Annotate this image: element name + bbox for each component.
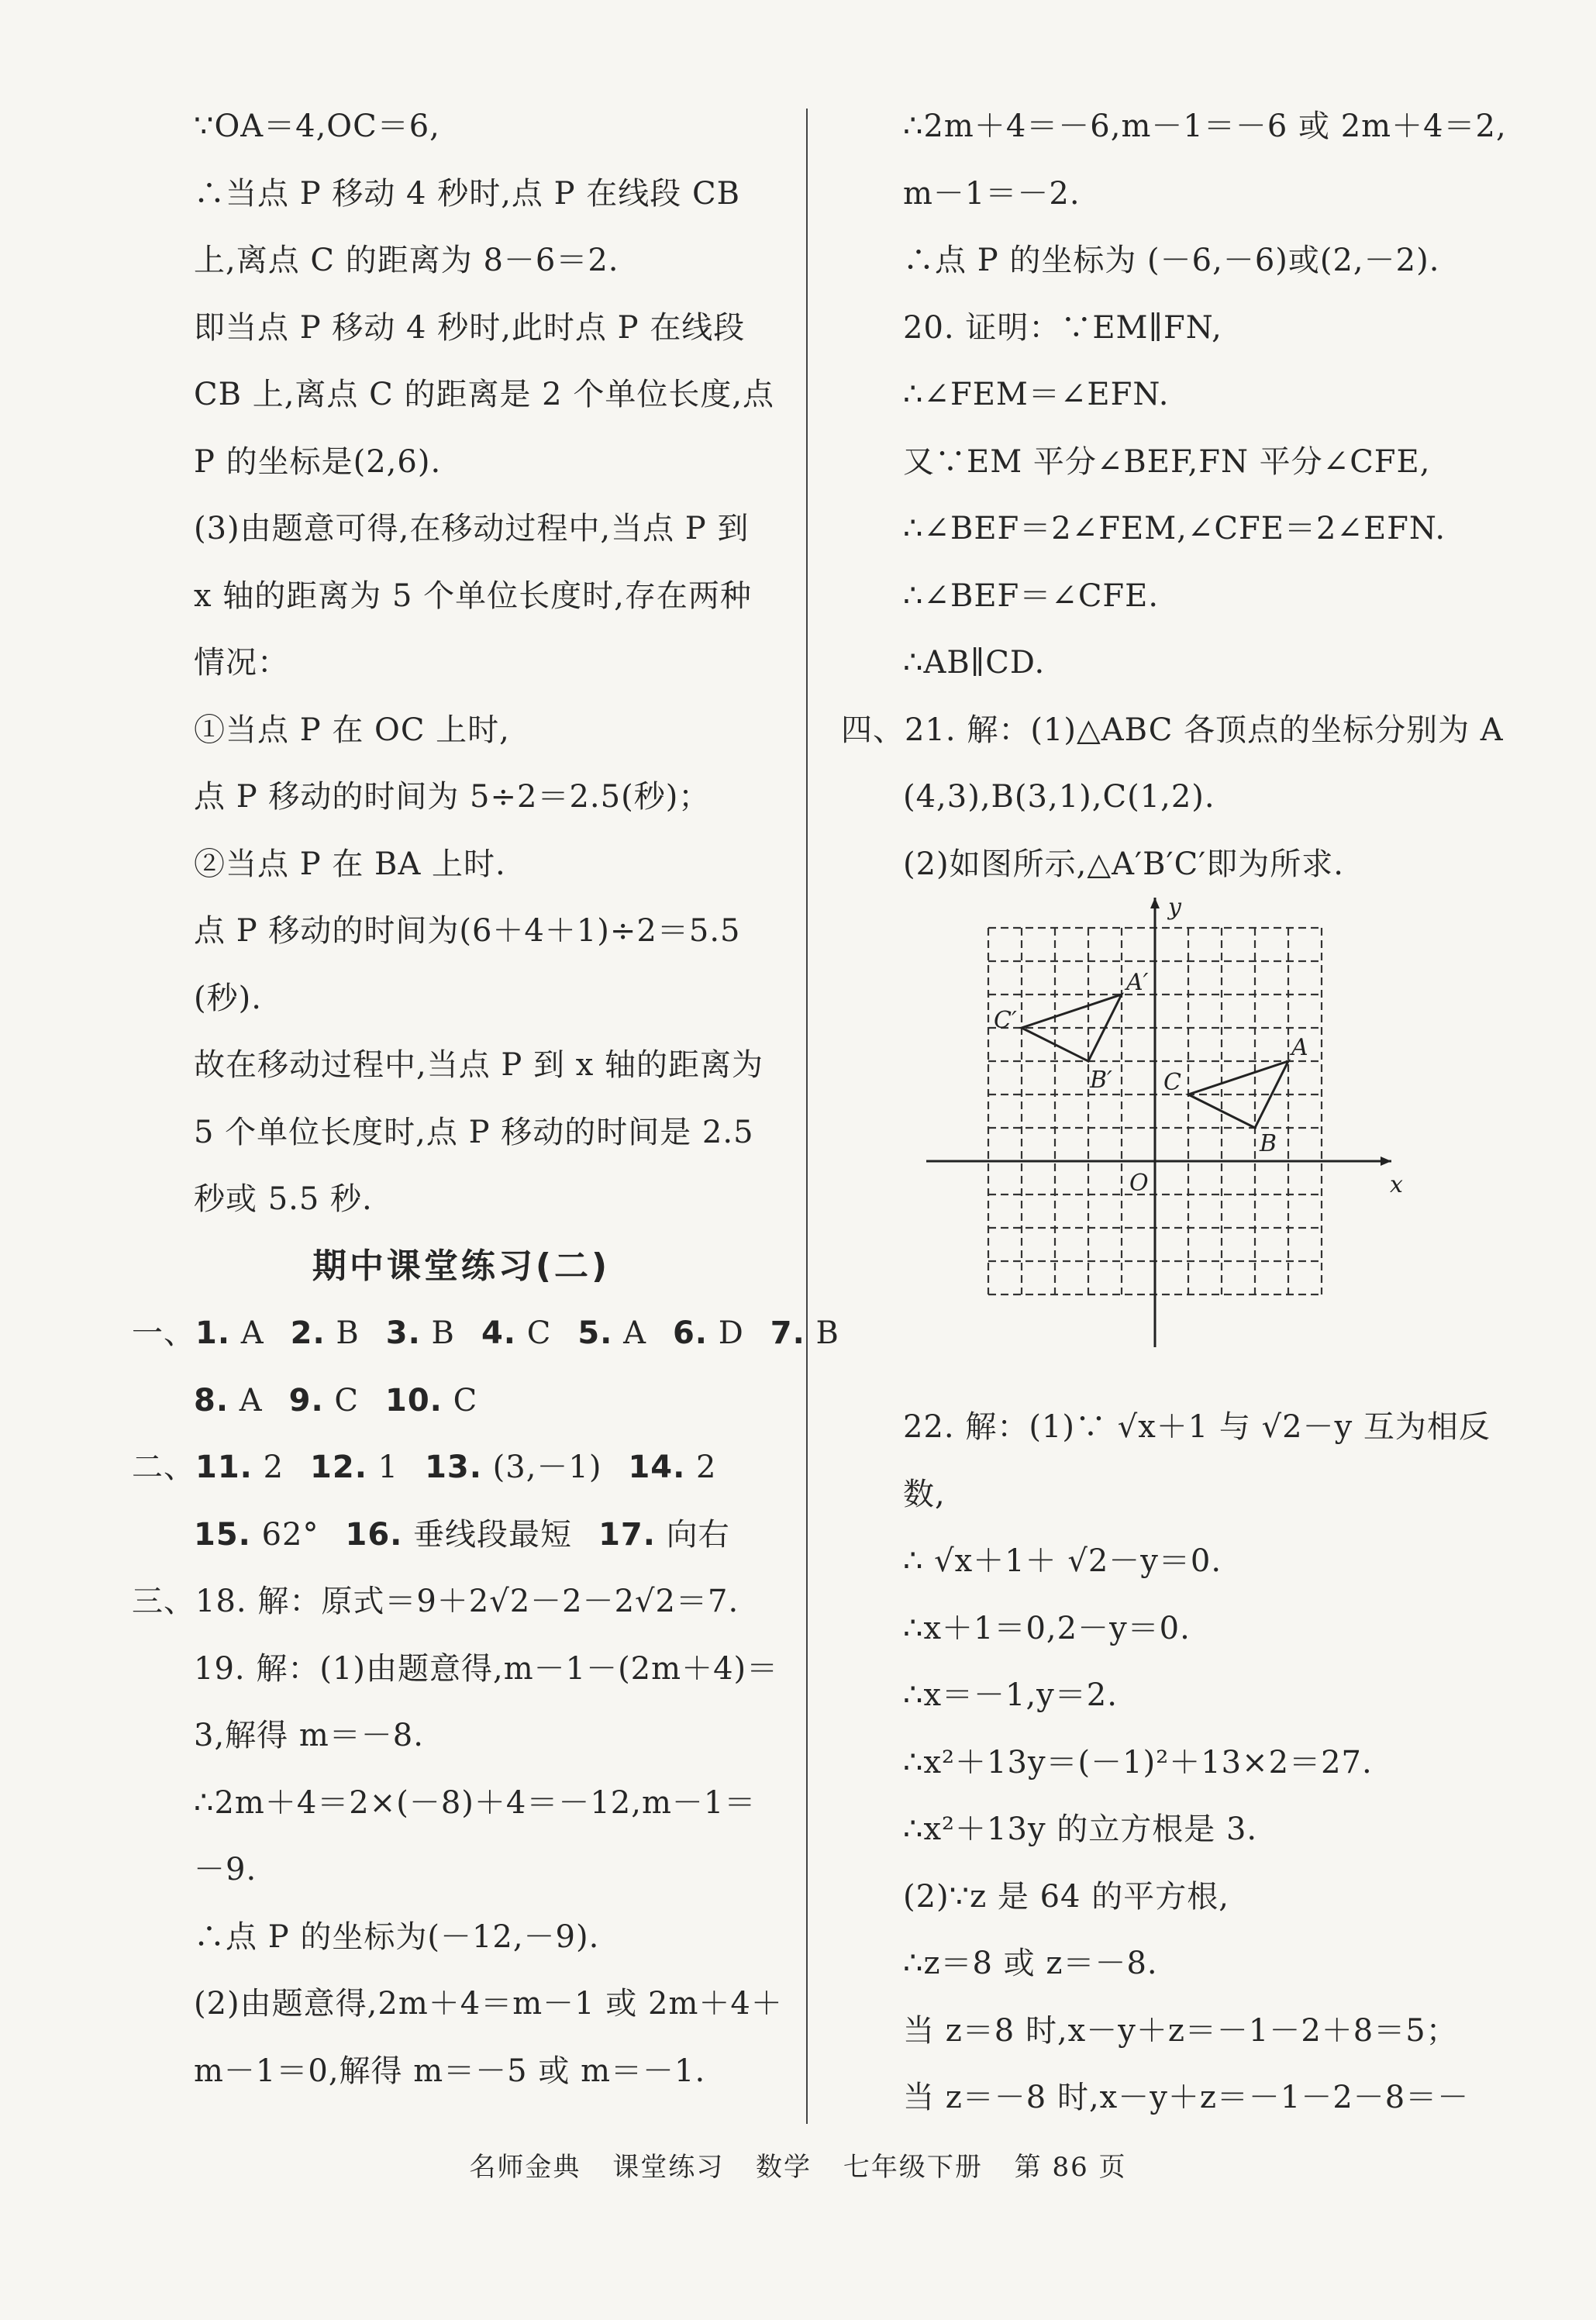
text-line: 又∵EM 平分∠BEF,FN 平分∠CFE, <box>903 443 1431 480</box>
q-num: 6. <box>672 1315 708 1351</box>
text-line: ∴x²＋13y＝(－1)²＋13×2＝27. <box>903 1744 1373 1781</box>
q-ans: 2 <box>263 1450 284 1485</box>
text-line: 20. 证明：∵EM∥FN, <box>903 309 1222 346</box>
q-num: 14. <box>628 1450 686 1485</box>
answer-row-part1 <box>132 1300 839 1367</box>
q-num: 10. <box>385 1382 443 1419</box>
text-line: ∴2m＋4＝2×(－8)＋4＝－12,m－1＝ <box>194 1784 757 1821</box>
text-line: ∴x＝－1,y＝2. <box>903 1677 1118 1713</box>
q-ans: B <box>431 1315 455 1351</box>
q-ans: C <box>526 1315 552 1351</box>
text-line: (2)如图所示,△A′B′C′即为所求. <box>903 846 1344 882</box>
text-line: x 轴的距离为 5 个单位长度时,存在两种 <box>194 577 752 614</box>
part-prefix: 二、 <box>132 1450 195 1485</box>
text-line: ②当点 P 在 BA 上时. <box>194 846 506 882</box>
text-line: 情况： <box>194 645 289 681</box>
text-line: ∴x²＋13y 的立方根是 3. <box>903 1812 1258 1847</box>
q-ans: B <box>336 1315 360 1351</box>
footer-book: 名师金典 <box>469 2152 581 2183</box>
footer-subject: 数学 <box>756 2152 812 2183</box>
text-line: ∴当点 P 移动 4 秒时,点 P 在线段 CB <box>194 175 740 212</box>
text-line: ∴AB∥CD. <box>903 645 1046 681</box>
point-b-label: B <box>1260 1130 1277 1157</box>
text-line: 3,解得 m＝－8. <box>194 1718 424 1753</box>
text-line: ∵OA＝4,OC＝6, <box>194 109 440 144</box>
point-a-label: A <box>1291 1034 1308 1061</box>
q-ans: A <box>240 1315 264 1351</box>
q-num: 7. <box>770 1315 805 1351</box>
text-line: 22. 解：(1)∵ √x＋1 与 √2－y 互为相反 <box>903 1409 1491 1445</box>
text-line: ∴x＋1＝0,2－y＝0. <box>903 1610 1191 1646</box>
y-axis-arrow <box>1150 898 1160 908</box>
q-num: 17. <box>598 1516 656 1553</box>
text-line: (2)∵z 是 64 的平方根, <box>903 1878 1229 1915</box>
footer-grade: 七年级下册 <box>843 2152 983 2183</box>
right-column <box>841 93 1515 2132</box>
text-line: 故在移动过程中,当点 P 到 x 轴的距离为 <box>194 1047 764 1083</box>
text-line: ∴点 P 的坐标为(－12,－9). <box>194 1918 600 1955</box>
q-num: 13. <box>425 1450 482 1485</box>
text-line: 当 z＝8 时,x－y＋z＝－1－2＋8＝5； <box>903 2012 1458 2049</box>
x-axis-label: x <box>1390 1171 1403 1198</box>
text-line: ∴ √x＋1＋ √2－y＝0. <box>903 1543 1222 1579</box>
q-ans: A <box>239 1382 263 1419</box>
q-num: 2. <box>290 1315 326 1351</box>
q-ans: 向右 <box>666 1516 730 1553</box>
text-line: CB 上,离点 C 的距离是 2 个单位长度,点 <box>194 377 775 412</box>
q-ans: 1 <box>377 1450 399 1485</box>
q-num: 1. <box>195 1315 231 1351</box>
text-line: ∴∠FEM＝∠EFN. <box>903 377 1170 412</box>
q-ans: 62° <box>261 1516 319 1553</box>
text-line: ∴∠BEF＝2∠FEM,∠CFE＝2∠EFN. <box>903 511 1446 546</box>
q-ans: D <box>718 1315 744 1351</box>
footer-page-number: 第 86 页 <box>1014 2152 1127 2183</box>
q-num: 5. <box>577 1315 613 1351</box>
column-divider <box>806 109 808 2124</box>
text-line: ①当点 P 在 OC 上时, <box>194 712 510 748</box>
text-line: ∴2m＋4＝－6,m－1＝－6 或 2m＋4＝2, <box>903 109 1507 144</box>
coordinate-graph-svg <box>926 898 1407 1363</box>
q-ans: A <box>623 1315 646 1351</box>
text-line: ∴点 P 的坐标为 (－6,－6)或(2,－2). <box>903 243 1440 278</box>
point-a-prime-label: A′ <box>1126 969 1149 996</box>
q-num: 3. <box>385 1315 421 1351</box>
point-c-prime-label: C′ <box>994 1007 1017 1034</box>
text-line: 5 个单位长度时,点 P 移动的时间是 2.5 <box>194 1114 754 1150</box>
left-column <box>132 93 839 2105</box>
q-num: 9. <box>288 1382 324 1419</box>
answer-row-part1b <box>132 1367 791 1435</box>
point-c-label: C <box>1163 1069 1181 1096</box>
q-ans: C <box>334 1382 359 1419</box>
answer-row-part2b <box>132 1501 791 1569</box>
q-num: 11. <box>195 1450 253 1485</box>
page-footer <box>0 2146 1596 2184</box>
section-title: 期中课堂练习(二) <box>312 1246 611 1286</box>
text-line: 点 P 移动的时间为(6＋4＋1)÷2＝5.5 <box>194 913 741 949</box>
text-line: 秒或 5.5 秒. <box>194 1181 373 1217</box>
q-ans: C <box>453 1382 478 1419</box>
text-line: 19. 解：(1)由题意得,m－1－(2m＋4)＝ <box>194 1650 779 1687</box>
q-num: 8. <box>194 1382 229 1419</box>
q-ans: 垂线段最短 <box>413 1516 573 1553</box>
text-line: P 的坐标是(2,6). <box>194 443 442 480</box>
x-axis-arrow <box>1381 1157 1391 1166</box>
q-num: 15. <box>194 1516 251 1553</box>
origin-label: O <box>1129 1170 1149 1197</box>
point-b-prime-label: B′ <box>1090 1067 1112 1094</box>
text-line: 上,离点 C 的距离为 8－6＝2. <box>194 243 619 278</box>
text-line: ∴∠BEF＝∠CFE. <box>903 577 1160 614</box>
coordinate-graph <box>841 898 1515 1394</box>
answer-row-part2 <box>132 1434 791 1501</box>
text-line: m－1＝－2. <box>903 175 1081 212</box>
text-line: －9. <box>194 1852 257 1887</box>
text-line: (3)由题意可得,在移动过程中,当点 P 到 <box>194 511 750 546</box>
text-line: 三、18. 解：原式＝9＋2√2－2－2√2＝7. <box>132 1584 739 1619</box>
text-line: 即当点 P 移动 4 秒时,此时点 P 在线段 <box>194 309 746 346</box>
text-line: 点 P 移动的时间为 5÷2＝2.5(秒)； <box>194 779 711 815</box>
part-prefix: 一、 <box>132 1315 195 1351</box>
text-line: 数, <box>903 1476 946 1512</box>
q-num: 12. <box>310 1450 367 1485</box>
y-axis-label: y <box>1168 898 1181 921</box>
text-line: 当 z＝－8 时,x－y＋z＝－1－2－8＝－ <box>903 2080 1470 2115</box>
q-num: 16. <box>345 1516 403 1553</box>
q-num: 4. <box>481 1315 516 1351</box>
text-line: (秒). <box>194 980 262 1016</box>
text-line: (2)由题意得,2m＋4＝m－1 或 2m＋4＋ <box>194 1986 783 2022</box>
q-ans: 2 <box>696 1450 717 1485</box>
footer-series: 课堂练习 <box>612 2152 725 2183</box>
text-line: m－1＝0,解得 m＝－5 或 m＝－1. <box>194 2053 706 2089</box>
q-ans: (3,－1) <box>492 1450 602 1485</box>
text-line: ∴z＝8 或 z＝－8. <box>903 1946 1158 1981</box>
text-line: (4,3),B(3,1),C(1,2). <box>903 779 1215 815</box>
q-ans: B <box>815 1315 839 1351</box>
text-line: 四、21. 解：(1)△ABC 各顶点的坐标分别为 A <box>841 712 1504 748</box>
